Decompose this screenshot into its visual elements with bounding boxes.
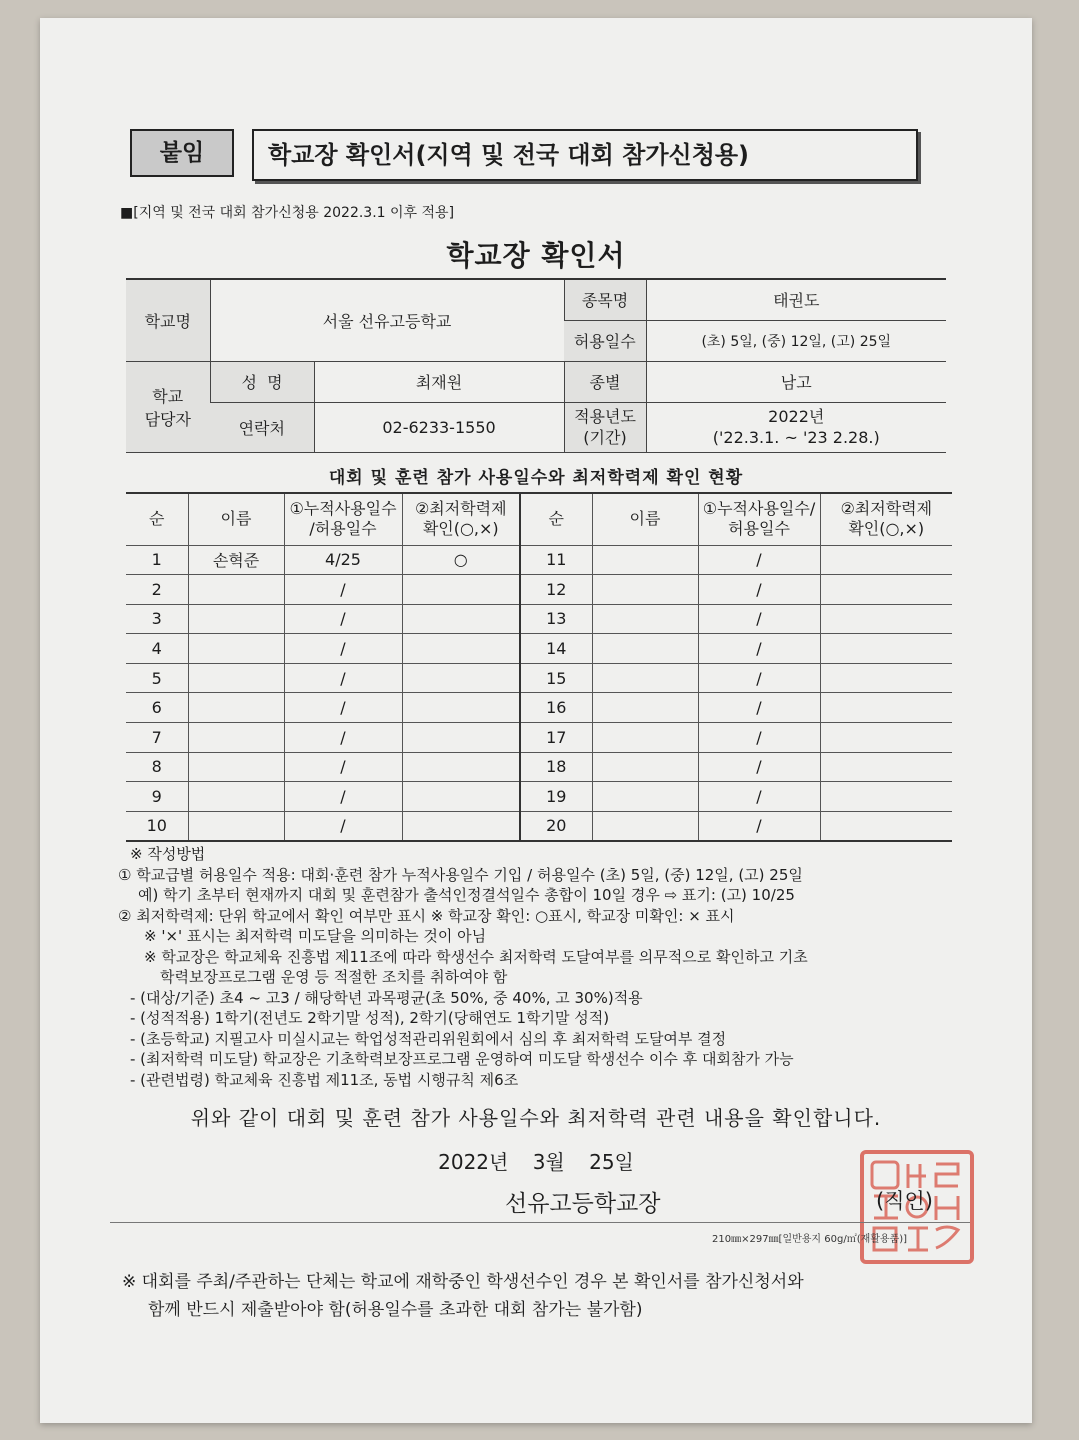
- academic-check-cell: [820, 723, 952, 753]
- academic-check-cell: [820, 752, 952, 782]
- row-number-cell: 10: [126, 811, 188, 841]
- academic-check-cell: [402, 811, 520, 841]
- header-days: ①누적사용일수 /허용일수: [284, 493, 402, 545]
- note-line: 예) 학기 초부터 현재까지 대회 및 훈련참가 출석인정결석일수 총합이 10일 경우 ⇨ 표기: (고) 10/25: [138, 886, 795, 904]
- athlete-name-cell: [188, 663, 284, 693]
- academic-check-cell: [402, 604, 520, 634]
- row-number-cell: 11: [520, 545, 592, 575]
- academic-check-cell: [402, 693, 520, 723]
- note-line: ※ '×' 표시는 최저학력 미도달을 의미하는 것이 아님: [144, 927, 487, 945]
- header-name-right: 이름: [592, 493, 698, 545]
- row-number-cell: 18: [520, 752, 592, 782]
- row-number-cell: 14: [520, 634, 592, 664]
- note-line: - (초등학교) 지필고사 미실시교는 학업성적관리위원회에서 심의 후 최저학력 도달여부 결정: [130, 1029, 727, 1048]
- allowed-days-value: (초) 5일, (중) 12일, (고) 25일: [646, 320, 946, 361]
- year-value: 2022년 ('22.3.1. ~ '23 2.28.): [646, 402, 946, 452]
- principal-name: 선유고등학교장: [505, 1191, 661, 1217]
- contact-label: 연락처: [210, 402, 314, 452]
- footer-note: ※ 대회를 주최/주관하는 단체는 학교에 재학중인 학생선수인 경우 본 확인서를 참가신청서와 함께 반드시 제출받아야 함(허용일수를 초과한 대회 참가는 불가함): [122, 1272, 804, 1320]
- school-info-table: [126, 278, 946, 453]
- note-line: ① 학교급별 허용일수 적용: 대회·훈련 참가 누적사용일수 기입 / 허용일수 (초) 5일, (중) 12일, (고) 25일: [118, 865, 803, 884]
- note-line: ② 최저학력제: 단위 학교에서 확인 여부만 표시 ※ 학교장 확인: ○표시, 학교장 미확인: × 표시: [118, 906, 735, 925]
- used-days-cell: /: [698, 811, 820, 841]
- academic-check-cell: [402, 634, 520, 664]
- used-days-cell: /: [698, 604, 820, 634]
- used-days-cell: /: [284, 693, 402, 723]
- athlete-name-cell: [188, 782, 284, 812]
- row-number-cell: 17: [520, 723, 592, 753]
- page-title: 학교장 확인서: [446, 239, 626, 272]
- row-number-cell: 5: [126, 663, 188, 693]
- used-days-cell: /: [698, 663, 820, 693]
- table-row: [126, 782, 952, 812]
- athlete-name-cell: [592, 723, 698, 753]
- used-days-cell: /: [698, 545, 820, 575]
- academic-check-cell: [402, 782, 520, 812]
- table-row: [126, 604, 952, 634]
- instructions: [118, 844, 958, 1090]
- used-days-cell: /: [698, 723, 820, 753]
- allowed-days-label: 허용일수: [564, 320, 646, 361]
- academic-check-cell: [820, 811, 952, 841]
- academic-check-cell: [820, 663, 952, 693]
- row-number-cell: 16: [520, 693, 592, 723]
- academic-check-cell: [820, 575, 952, 605]
- athlete-name-cell: [188, 752, 284, 782]
- table-row: [126, 752, 952, 782]
- table-row: [126, 723, 952, 753]
- note-line: - (성적적용) 1학기(전년도 2학기말 성적), 2학기(당해연도 1학기말 성적): [130, 1009, 610, 1027]
- table-row: [126, 663, 952, 693]
- row-number-cell: 2: [126, 575, 188, 605]
- academic-check-cell: [820, 634, 952, 664]
- row-number-cell: 7: [126, 723, 188, 753]
- row-number-cell: 15: [520, 663, 592, 693]
- academic-check-cell: [820, 604, 952, 634]
- event-label: 종목명: [564, 279, 646, 320]
- type-value: 남고: [646, 361, 946, 402]
- section-title: 대회 및 훈련 참가 사용일수와 최저학력제 확인 현황: [328, 468, 744, 488]
- row-number-cell: 13: [520, 604, 592, 634]
- row-number-cell: 1: [126, 545, 188, 575]
- row-number-cell: 12: [520, 575, 592, 605]
- header-no: 순: [126, 493, 188, 545]
- header-check-right: ②최저학력제 확인(○,×): [820, 493, 952, 545]
- athlete-name-cell: [592, 782, 698, 812]
- used-days-cell: /: [284, 782, 402, 812]
- athlete-name-cell: [188, 604, 284, 634]
- seal-label: (직인): [876, 1189, 933, 1213]
- table-row: [126, 634, 952, 664]
- academic-check-cell: [820, 545, 952, 575]
- used-days-cell: /: [284, 811, 402, 841]
- athlete-name-cell: [592, 575, 698, 605]
- academic-check-cell: [402, 663, 520, 693]
- name-value: 최재원: [314, 361, 564, 402]
- row-number-cell: 6: [126, 693, 188, 723]
- used-days-cell: /: [284, 752, 402, 782]
- athlete-name-cell: 손혁준: [188, 545, 284, 575]
- athlete-name-cell: [188, 693, 284, 723]
- note-line: ※ 학교장은 학교체육 진흥법 제11조에 따라 학생선수 최저학력 도달여부를 의무적으로 확인하고 기초: [144, 947, 808, 966]
- used-days-cell: /: [698, 782, 820, 812]
- paper-spec: 210㎜×297㎜[일반용지 60g/㎡(재활용품)]: [712, 1234, 908, 1245]
- used-days-cell: /: [698, 575, 820, 605]
- event-value: 태권도: [646, 279, 946, 320]
- document-header-title: 학교장 확인서(지역 및 전국 대회 참가신청용): [252, 129, 918, 181]
- academic-check-cell: ○: [402, 545, 520, 575]
- contact-value: 02-6233-1550: [314, 402, 564, 452]
- document-page: [40, 18, 1032, 1423]
- athlete-name-cell: [188, 575, 284, 605]
- type-label: 종별: [564, 361, 646, 402]
- note-line: 학력보장프로그램 운영 등 적절한 조치를 취하여야 함: [160, 968, 508, 986]
- note-line: - (관련법령) 학교체육 진흥법 제11조, 동법 시행규칙 제6조: [130, 1070, 519, 1089]
- used-days-cell: /: [698, 634, 820, 664]
- divider: [110, 1222, 970, 1223]
- header-name: 이름: [188, 493, 284, 545]
- used-days-cell: /: [284, 604, 402, 634]
- athlete-name-cell: [592, 545, 698, 575]
- academic-check-cell: [402, 575, 520, 605]
- attachment-tag: 붙임: [130, 129, 234, 177]
- row-number-cell: 3: [126, 604, 188, 634]
- note-line: - (최저학력 미도달) 학교장은 기초학력보장프로그램 운영하여 미도달 학생선수 이수 후 대회참가 가능: [130, 1050, 794, 1068]
- used-days-cell: 4/25: [284, 545, 402, 575]
- academic-check-cell: [402, 752, 520, 782]
- athlete-name-cell: [592, 634, 698, 664]
- header-no-right: 순: [520, 493, 592, 545]
- table-row: [126, 693, 952, 723]
- confirmation-statement: 위와 같이 대회 및 훈련 참가 사용일수와 최저학력 관련 내용을 확인합니다.: [190, 1106, 882, 1130]
- table-row: [126, 575, 952, 605]
- apply-note: ■[지역 및 전국 대회 참가신청용 2022.3.1 이후 적용]: [120, 205, 455, 221]
- usage-table: [126, 492, 952, 842]
- year-label: 적용년도 (기간): [564, 402, 646, 452]
- used-days-cell: /: [284, 663, 402, 693]
- academic-check-cell: [820, 693, 952, 723]
- school-value: 서울 선유고등학교: [210, 279, 564, 361]
- row-number-cell: 8: [126, 752, 188, 782]
- header-check: ②최저학력제 확인(○,×): [402, 493, 520, 545]
- academic-check-cell: [402, 723, 520, 753]
- used-days-cell: /: [698, 752, 820, 782]
- athlete-name-cell: [188, 811, 284, 841]
- academic-check-cell: [820, 782, 952, 812]
- note-line: - (대상/기준) 초4 ~ 고3 / 해당학년 과목평균(초 50%, 중 40%, 고 30%)적용: [130, 988, 643, 1007]
- row-number-cell: 9: [126, 782, 188, 812]
- issue-date: 2022년 3월 25일: [438, 1150, 634, 1174]
- used-days-cell: /: [698, 693, 820, 723]
- used-days-cell: /: [284, 723, 402, 753]
- athlete-name-cell: [188, 723, 284, 753]
- athlete-name-cell: [592, 752, 698, 782]
- row-number-cell: 20: [520, 811, 592, 841]
- row-number-cell: 4: [126, 634, 188, 664]
- row-number-cell: 19: [520, 782, 592, 812]
- athlete-name-cell: [592, 811, 698, 841]
- table-row: [126, 545, 952, 575]
- athlete-name-cell: [592, 663, 698, 693]
- manager-label: 학교 담당자: [126, 361, 210, 452]
- notes-heading: ※ 작성방법: [130, 845, 206, 863]
- athlete-name-cell: [592, 693, 698, 723]
- used-days-cell: /: [284, 575, 402, 605]
- athlete-name-cell: [188, 634, 284, 664]
- used-days-cell: /: [284, 634, 402, 664]
- header-days-right: ①누적사용일수/ 허용일수: [698, 493, 820, 545]
- name-label: 성 명: [210, 361, 314, 402]
- table-row: [126, 811, 952, 841]
- athlete-name-cell: [592, 604, 698, 634]
- school-label: 학교명: [126, 279, 210, 361]
